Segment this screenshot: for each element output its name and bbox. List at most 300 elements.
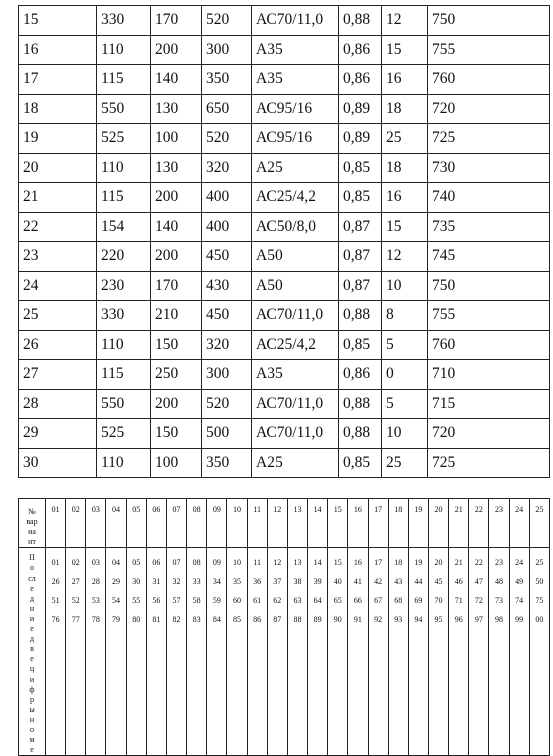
table-cell: 0,88	[339, 301, 382, 331]
table-cell: 19	[19, 124, 97, 154]
digit-pair: 99	[515, 615, 524, 625]
variant-number: 22	[469, 499, 489, 548]
variant-number: 11	[247, 499, 267, 548]
digits-cell	[46, 548, 66, 756]
table-cell: 17	[19, 65, 97, 95]
table-cell: 735	[428, 212, 550, 242]
digits-cell	[428, 548, 448, 756]
table-cell: 220	[97, 242, 151, 272]
digits-cell	[368, 548, 388, 756]
digit-pair: 13	[293, 558, 302, 568]
table-row	[19, 35, 550, 65]
variant-number: 07	[166, 499, 186, 548]
digit-pair: 89	[313, 615, 322, 625]
digit-pair: 24	[515, 558, 524, 568]
digit-pair: 08	[192, 558, 201, 568]
digit-pair: 06	[152, 558, 161, 568]
digits-label: ц	[29, 664, 35, 674]
digit-pair: 34	[212, 577, 221, 587]
digit-pair: 21	[454, 558, 463, 568]
digit-pair: 85	[232, 615, 241, 625]
table-cell: 110	[97, 448, 151, 478]
digits-label: и	[29, 613, 35, 623]
table-row	[19, 6, 550, 36]
digits-cell	[86, 548, 106, 756]
digits-label: ы	[29, 704, 35, 714]
table-cell: 15	[382, 35, 428, 65]
table-cell: 755	[428, 301, 550, 331]
digit-pair: 53	[91, 596, 100, 606]
digit-pair: 02	[71, 558, 80, 568]
digit-pair: 87	[273, 615, 282, 625]
digit-pair: 95	[434, 615, 443, 625]
variant-label-cell	[19, 499, 46, 548]
table-cell: 0,88	[339, 419, 382, 449]
table-cell: 745	[428, 242, 550, 272]
digit-pair: 48	[495, 577, 504, 587]
table-cell: 0,87	[339, 242, 382, 272]
variant-number: 06	[146, 499, 166, 548]
digit-pair: 22	[474, 558, 483, 568]
table-cell: 330	[97, 301, 151, 331]
table-cell: АС50/8,0	[252, 212, 339, 242]
digits-cell	[227, 548, 247, 756]
table-cell: 25	[382, 448, 428, 478]
table-cell: 300	[202, 360, 252, 390]
digit-pair: 23	[495, 558, 504, 568]
digit-pair: 57	[172, 596, 181, 606]
table-cell: 550	[97, 94, 151, 124]
digit-pair: 72	[474, 596, 483, 606]
table-cell: 350	[202, 448, 252, 478]
table-cell: 28	[19, 389, 97, 419]
table-cell: А25	[252, 448, 339, 478]
digits-cell	[267, 548, 287, 756]
digits-cell	[489, 548, 509, 756]
digit-pair: 81	[152, 615, 161, 625]
digit-pair: 68	[394, 596, 403, 606]
digits-label: сл	[28, 573, 36, 583]
table-cell: 730	[428, 153, 550, 183]
variant-label: нт	[28, 537, 36, 547]
table-cell: 200	[151, 183, 202, 213]
digit-pair: 92	[374, 615, 383, 625]
table-cell: 750	[428, 271, 550, 301]
table-cell: 760	[428, 65, 550, 95]
table-cell: 320	[202, 153, 252, 183]
table-cell: 5	[382, 389, 428, 419]
table-cell: 110	[97, 330, 151, 360]
digit-pair: 75	[535, 596, 544, 606]
table-cell: АС70/11,0	[252, 419, 339, 449]
digit-pair: 27	[71, 577, 80, 587]
table-row	[19, 94, 550, 124]
digit-pair: 71	[454, 596, 463, 606]
digit-pair: 05	[132, 558, 141, 568]
variant-number: 19	[408, 499, 428, 548]
digits-cell	[388, 548, 408, 756]
variant-number: 03	[86, 499, 106, 548]
table-row	[19, 271, 550, 301]
table-cell: 0,89	[339, 94, 382, 124]
variant-label: №	[28, 507, 36, 516]
variant-table	[18, 498, 550, 756]
table-cell: 720	[428, 94, 550, 124]
digit-pair: 77	[71, 615, 80, 625]
digit-pair: 36	[253, 577, 262, 587]
table-cell: 0,86	[339, 65, 382, 95]
digit-pair: 59	[212, 596, 221, 606]
variant-number: 25	[529, 499, 549, 548]
table-cell: 115	[97, 183, 151, 213]
variant-number: 23	[489, 499, 509, 548]
variant-label: иа	[28, 527, 36, 537]
digit-pair: 84	[212, 615, 221, 625]
digit-pair: 91	[353, 615, 362, 625]
table-cell: 21	[19, 183, 97, 213]
digits-label: ф	[29, 684, 35, 694]
table-cell: 25	[382, 124, 428, 154]
digit-pair: 04	[112, 558, 121, 568]
table-cell: 18	[382, 153, 428, 183]
digit-pair: 30	[132, 577, 141, 587]
table-cell: 725	[428, 448, 550, 478]
variant-number: 02	[66, 499, 86, 548]
digits-cell	[146, 548, 166, 756]
table-cell: 170	[151, 6, 202, 36]
digits-cell	[247, 548, 267, 756]
digit-pair: 25	[535, 558, 544, 568]
variant-number: 04	[106, 499, 126, 548]
table-cell: 12	[382, 242, 428, 272]
table-cell: 520	[202, 6, 252, 36]
digits-cell	[207, 548, 227, 756]
digits-label: о	[30, 724, 34, 734]
digit-pair: 86	[253, 615, 262, 625]
table-cell: АС95/16	[252, 124, 339, 154]
table-cell: А35	[252, 35, 339, 65]
table-cell: 170	[151, 271, 202, 301]
table-cell: 16	[382, 65, 428, 95]
digit-pair: 65	[333, 596, 342, 606]
digit-pair: 44	[414, 577, 423, 587]
digit-pair: 39	[313, 577, 322, 587]
variant-number: 12	[267, 499, 287, 548]
digit-pair: 37	[273, 577, 282, 587]
digits-cell	[328, 548, 348, 756]
digit-pair: 19	[414, 558, 423, 568]
digit-pair: 28	[91, 577, 100, 587]
digit-pair: 52	[71, 596, 80, 606]
digit-pair: 90	[333, 615, 342, 625]
table-row	[19, 212, 550, 242]
table-cell: 140	[151, 65, 202, 95]
digits-cell	[348, 548, 368, 756]
variant-number: 18	[388, 499, 408, 548]
table-cell: А50	[252, 271, 339, 301]
variant-number: 09	[207, 499, 227, 548]
digits-label: о	[30, 563, 34, 573]
digit-pair: 43	[394, 577, 403, 587]
digit-pair: 35	[232, 577, 241, 587]
table-cell: 18	[382, 94, 428, 124]
variant-number: 01	[46, 499, 66, 548]
table-cell: 750	[428, 6, 550, 36]
table-row	[19, 183, 550, 213]
table-cell: А50	[252, 242, 339, 272]
digits-label-cell	[19, 548, 46, 756]
digit-pair: 33	[192, 577, 201, 587]
digit-pair: 26	[51, 577, 60, 587]
table-cell: 22	[19, 212, 97, 242]
table-cell: 100	[151, 448, 202, 478]
digit-pair: 62	[273, 596, 282, 606]
digit-pair: 47	[474, 577, 483, 587]
table-cell: 29	[19, 419, 97, 449]
digit-pair: 45	[434, 577, 443, 587]
table-row	[19, 65, 550, 95]
table-cell: 115	[97, 65, 151, 95]
digits-label: е	[30, 654, 34, 664]
table-cell: 115	[97, 360, 151, 390]
table-cell: 24	[19, 271, 97, 301]
table-cell: 0,85	[339, 330, 382, 360]
table-cell: 0	[382, 360, 428, 390]
digit-pair: 69	[414, 596, 423, 606]
table-cell: 110	[97, 153, 151, 183]
digit-pair: 29	[112, 577, 121, 587]
table-cell: 0,86	[339, 360, 382, 390]
digit-pair: 31	[152, 577, 161, 587]
digit-pair: 83	[192, 615, 201, 625]
variant-number: 10	[227, 499, 247, 548]
table-cell: АС70/11,0	[252, 6, 339, 36]
digits-label: м	[29, 735, 35, 745]
table-cell: 15	[382, 212, 428, 242]
table-cell: 715	[428, 389, 550, 419]
digits-label: н	[29, 603, 35, 613]
table-row	[19, 124, 550, 154]
table-row	[19, 389, 550, 419]
digit-pair: 54	[112, 596, 121, 606]
digit-pair: 98	[495, 615, 504, 625]
digit-pair: 11	[253, 558, 261, 568]
digit-pair: 94	[414, 615, 423, 625]
digit-pair: 00	[535, 615, 544, 625]
table-row	[19, 330, 550, 360]
table-cell: 200	[151, 389, 202, 419]
digit-pair: 38	[293, 577, 302, 587]
variant-number: 08	[187, 499, 207, 548]
table-cell: 18	[19, 94, 97, 124]
table-cell: 0,88	[339, 6, 382, 36]
digit-pair: 17	[374, 558, 383, 568]
digit-pair: 55	[132, 596, 141, 606]
table-cell: АС95/16	[252, 94, 339, 124]
digits-label: е	[30, 624, 34, 634]
digits-cell	[287, 548, 307, 756]
digit-pair: 97	[474, 615, 483, 625]
digit-pair: 74	[515, 596, 524, 606]
table-cell: 0,85	[339, 448, 382, 478]
table-cell: 150	[151, 419, 202, 449]
digit-pair: 76	[51, 615, 60, 625]
table-cell: 30	[19, 448, 97, 478]
digit-pair: 15	[333, 558, 342, 568]
digit-pair: 12	[273, 558, 282, 568]
variant-header-row	[19, 499, 550, 548]
digits-label: н	[29, 714, 35, 724]
table-cell: А25	[252, 153, 339, 183]
digit-pair: 14	[313, 558, 322, 568]
variant-number: 17	[368, 499, 388, 548]
table-cell: 500	[202, 419, 252, 449]
digits-cell	[529, 548, 549, 756]
table-cell: 140	[151, 212, 202, 242]
table-cell: 210	[151, 301, 202, 331]
digit-pair: 49	[515, 577, 524, 587]
digits-cell	[126, 548, 146, 756]
digit-pair: 03	[91, 558, 100, 568]
table-cell: 150	[151, 330, 202, 360]
digits-cell	[408, 548, 428, 756]
table-cell: 550	[97, 389, 151, 419]
table-cell: 740	[428, 183, 550, 213]
table-cell: 725	[428, 124, 550, 154]
table-cell: 350	[202, 65, 252, 95]
table-cell: 154	[97, 212, 151, 242]
table-cell: 200	[151, 242, 202, 272]
digit-pair: 61	[253, 596, 262, 606]
table-row	[19, 153, 550, 183]
digits-label: в	[30, 644, 34, 654]
variant-number: 15	[328, 499, 348, 548]
digit-pair: 01	[51, 558, 60, 568]
digits-label: П	[29, 553, 35, 563]
table-cell: АС70/11,0	[252, 301, 339, 331]
digits-cell	[469, 548, 489, 756]
digits-cell	[509, 548, 529, 756]
table-cell: А35	[252, 360, 339, 390]
digit-pair: 20	[434, 558, 443, 568]
table-cell: 100	[151, 124, 202, 154]
table-cell: 450	[202, 301, 252, 331]
digit-pair: 56	[152, 596, 161, 606]
digits-cell	[449, 548, 469, 756]
table-cell: 450	[202, 242, 252, 272]
table-row	[19, 360, 550, 390]
variant-number: 24	[509, 499, 529, 548]
digit-pair: 96	[454, 615, 463, 625]
table-cell: 10	[382, 419, 428, 449]
table-cell: 320	[202, 330, 252, 360]
variant-number: 21	[449, 499, 469, 548]
table-cell: 23	[19, 242, 97, 272]
digit-pair: 60	[232, 596, 241, 606]
data-table	[18, 5, 550, 478]
table-cell: 0,85	[339, 183, 382, 213]
digit-pair: 09	[212, 558, 221, 568]
variant-number: 14	[308, 499, 328, 548]
table-cell: 525	[97, 124, 151, 154]
table-cell: 0,87	[339, 271, 382, 301]
table-cell: 0,86	[339, 35, 382, 65]
digit-pair: 64	[313, 596, 322, 606]
digit-pair: 40	[333, 577, 342, 587]
digit-pair: 63	[293, 596, 302, 606]
table-cell: 10	[382, 271, 428, 301]
table-cell: 400	[202, 212, 252, 242]
table-row	[19, 448, 550, 478]
table-cell: 430	[202, 271, 252, 301]
digit-pair: 50	[535, 577, 544, 587]
table-cell: 8	[382, 301, 428, 331]
table-cell: 400	[202, 183, 252, 213]
table-cell: 250	[151, 360, 202, 390]
table-cell: 16	[382, 183, 428, 213]
digit-pair: 18	[394, 558, 403, 568]
variant-number: 16	[348, 499, 368, 548]
digit-pair: 70	[434, 596, 443, 606]
table-cell: 525	[97, 419, 151, 449]
table-cell: АС25/4,2	[252, 183, 339, 213]
table-cell: 25	[19, 301, 97, 331]
digit-pair: 79	[112, 615, 121, 625]
table-row	[19, 419, 550, 449]
digits-label: д	[29, 593, 35, 603]
table-cell: 15	[19, 6, 97, 36]
digit-pair: 67	[374, 596, 383, 606]
table-cell: 520	[202, 124, 252, 154]
digits-label: е	[30, 583, 34, 593]
table-cell: 0,88	[339, 389, 382, 419]
digit-pair: 78	[91, 615, 100, 625]
table-cell: 20	[19, 153, 97, 183]
digits-label: и	[29, 674, 35, 684]
digit-pair: 10	[232, 558, 241, 568]
variant-number: 13	[287, 499, 307, 548]
table-cell: 26	[19, 330, 97, 360]
digit-pair: 41	[353, 577, 362, 587]
digit-pair: 73	[495, 596, 504, 606]
digit-pair: 93	[394, 615, 403, 625]
table-cell: 330	[97, 6, 151, 36]
table-cell: 0,87	[339, 212, 382, 242]
digit-pair: 80	[132, 615, 141, 625]
table-cell: 12	[382, 6, 428, 36]
table-cell: 760	[428, 330, 550, 360]
table-cell: А35	[252, 65, 339, 95]
table-cell: 720	[428, 419, 550, 449]
table-cell: 755	[428, 35, 550, 65]
table-cell: 650	[202, 94, 252, 124]
variant-digits-row	[19, 548, 550, 756]
table-cell: 110	[97, 35, 151, 65]
digits-label: д	[29, 634, 35, 644]
table-cell: 710	[428, 360, 550, 390]
digits-cell	[187, 548, 207, 756]
table-cell: 16	[19, 35, 97, 65]
table-row	[19, 301, 550, 331]
digits-label: е	[30, 745, 34, 755]
variant-label: вар	[26, 517, 38, 527]
variant-number: 05	[126, 499, 146, 548]
digits-cell	[166, 548, 186, 756]
digit-pair: 82	[172, 615, 181, 625]
digit-pair: 32	[172, 577, 181, 587]
digit-pair: 46	[454, 577, 463, 587]
table-cell: АС25/4,2	[252, 330, 339, 360]
